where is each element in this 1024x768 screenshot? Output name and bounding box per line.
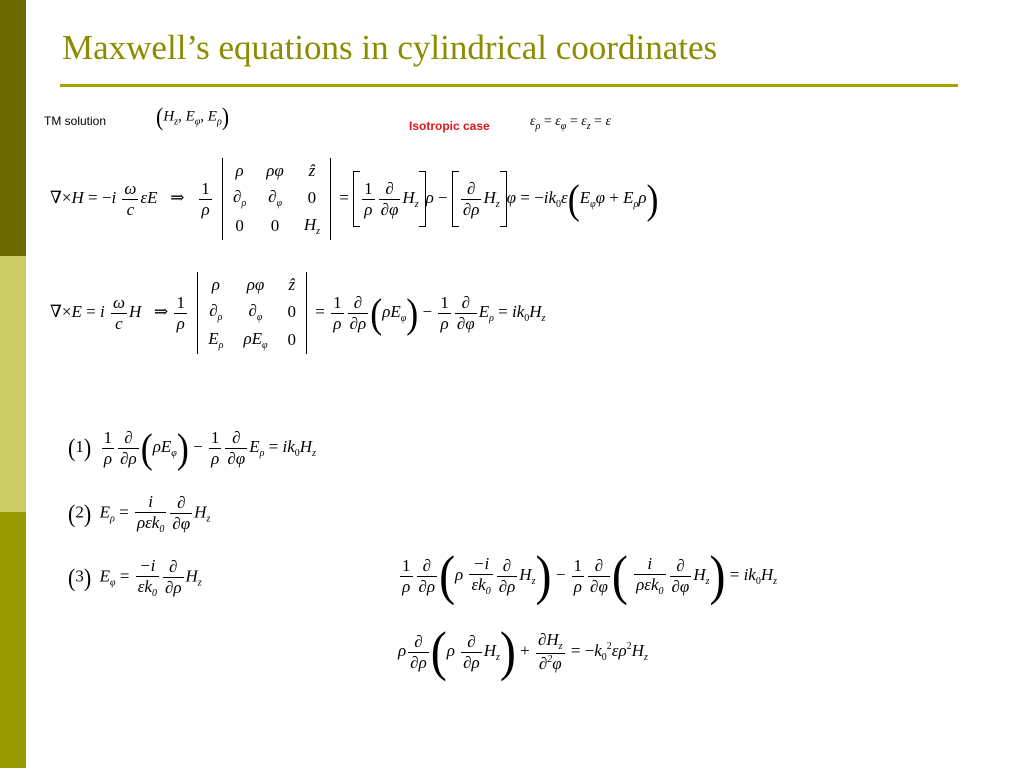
sidebar-segment-mid bbox=[0, 512, 26, 768]
isotropic-case-label: Isotropic case bbox=[409, 119, 490, 133]
wave-equation: ρ $\frac{\partial}{\partial\rho}$ (ρ $\frac{\partial}{\partial\rho}$ $H_z$) + $\frac{\partial H_z}{\partial^2\varphi}$ = $-k_0^2\varepsilon\rho^2H_z$ bbox=[398, 620, 648, 682]
isotropic-equation: $\varepsilon_\rho = \varepsilon_\varphi = \varepsilon_z = \varepsilon$ bbox=[530, 114, 612, 132]
equation-3: (3) $E_\varphi$ = $\frac{-i}{\varepsilon k_0}$ $\frac{\partial}{\partial\rho}$ $H_z$ bbox=[68, 556, 202, 599]
tm-solution-label: TM solution bbox=[44, 114, 107, 128]
tm-tuple: ($H_z$, $E_\varphi$, $E_\rho$) bbox=[156, 102, 230, 131]
sidebar-segment-light bbox=[0, 256, 26, 512]
sidebar-segment-dark bbox=[0, 0, 26, 256]
slide-sidebar bbox=[0, 0, 26, 768]
equation-1: (1) $\frac{1}{\rho}$ $\frac{\partial}{\partial\rho}$ $(\rho E_\varphi)$ − $\frac{1}{\rho}$ $\frac{\partial}{\partial\varphi}$ $E_\rho = ik_0H_z$ bbox=[68, 425, 316, 472]
curl-h-equation: ∇×H = −i $\frac{\omega}{c}$ εE ⇒ $\frac{1}{\rho}$ ρ ρφ ẑ $\partial_\rho$ $\partial_\varphi$ 0 0 0 $H_z$ = $\frac{1}{\rho}$ $\frac{\partial}{\partial\varphi}$ $H_z$ ρ − $\frac{\partial}{\partial\rho}$ $H_z$ $\varphi = -ik_0\varepsilon(E_\varphi\varphi + E_\rho\rho)$ bbox=[50, 158, 659, 240]
equation-2: (2) $E_\rho$ = $\frac{i}{\rho\varepsilon k_0}$ $\frac{\partial}{\partial\varphi}$ $H_z$ bbox=[68, 492, 211, 535]
combined-equation: $\frac{1}{\rho}$ $\frac{\partial}{\partial\rho}$ (ρ $\frac{-i}{\varepsilon k_0}$ $\frac{\partial}{\partial\rho}$ $H_z$) − $\frac{1}{\rho}$ $\frac{\partial}{\partial\varphi}$ ( $\frac{i}{\rho\varepsilon k_0}$ $\frac{\partial}{\partial\varphi}$ $H_z) = ik_0H_z$ bbox=[402, 544, 778, 606]
title-rule bbox=[60, 84, 958, 87]
slide-title: Maxwell’s equations in cylindrical coordinates bbox=[62, 28, 718, 67]
curl-e-equation: ∇×E = i $\frac{\omega}{c}$ H ⇒ $\frac{1}{\rho}$ ρ ρφ ẑ $\partial_\rho$ $\partial_\varphi$ 0 $E_\rho$ $\rho E_\varphi$ 0 = $\frac{1}{\rho}$ $\frac{\partial}{\partial\rho}$ $(\rho E_\varphi)$ − $\frac{1}{\rho}$ $\frac{\partial}{\partial\varphi}$ $E_\rho = ik_0H_z$ bbox=[50, 272, 545, 354]
